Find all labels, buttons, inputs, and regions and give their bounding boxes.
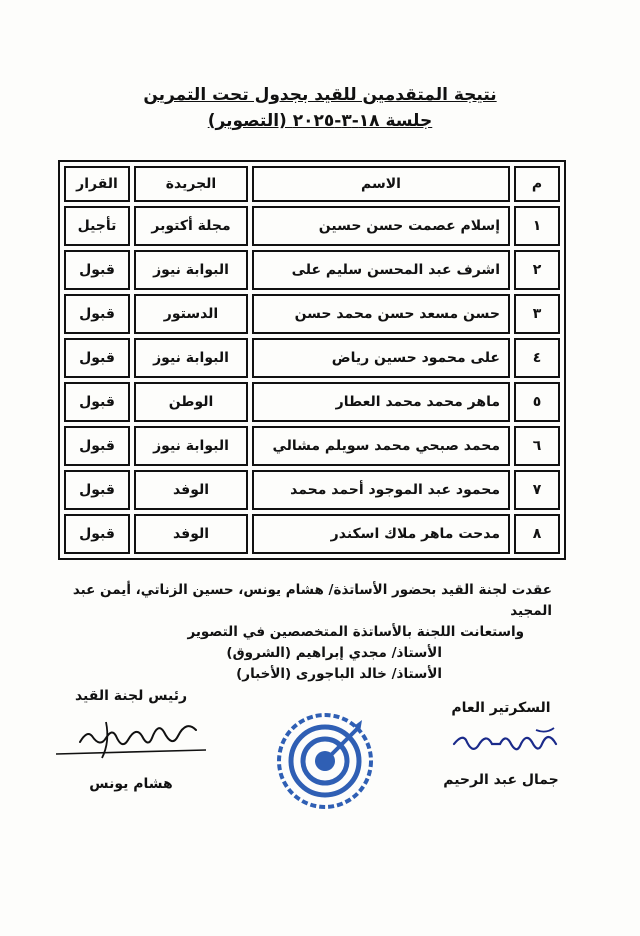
title-line-2: جلسة ١٨-٣-٢٠٢٥ (التصوير) [207, 111, 433, 131]
committee-head-title: رئيس لجنة القيد [74, 688, 188, 704]
header-name: الاسم [252, 166, 510, 202]
row-number: ٢ [514, 250, 560, 290]
row-number: ٥ [514, 382, 560, 422]
notes-line-1: عقدت لجنة القيد بحضور الأساتذة/ هشام يونس، حسين الزناتي، أيمن عبد المجيد [72, 582, 552, 619]
row-decision: قبول [64, 250, 130, 290]
committee-notes [32, 580, 552, 685]
notes-line-3: الأستاذ/ مجدي إبراهيم (الشروق) [226, 645, 442, 661]
row-newspaper: الوفد [134, 470, 248, 510]
row-number: ٨ [514, 514, 560, 554]
header-newspaper: الجريدة [134, 166, 248, 202]
secretary-signature-block [426, 700, 576, 788]
table-row [64, 426, 560, 466]
row-decision: قبول [64, 426, 130, 466]
row-decision: قبول [64, 382, 130, 422]
row-decision: قبول [64, 470, 130, 510]
table-header-row [64, 166, 560, 202]
table-row [64, 514, 560, 554]
row-number: ٦ [514, 426, 560, 466]
row-name: على محمود حسين رياض [252, 338, 510, 378]
table-row [64, 250, 560, 290]
secretary-name: جمال عبد الرحيم [443, 772, 559, 788]
table-row [64, 382, 560, 422]
row-name: محمود عبد الموجود أحمد محمد [252, 470, 510, 510]
row-name: مدحت ماهر ملاك اسكندر [252, 514, 510, 554]
row-newspaper: البوابة نيوز [134, 426, 248, 466]
table-row [64, 294, 560, 334]
row-decision: قبول [64, 294, 130, 334]
row-newspaper: الوطن [134, 382, 248, 422]
header-decision: القرار [64, 166, 130, 202]
row-name: حسن مسعد حسن محمد حسن [252, 294, 510, 334]
row-name: ماهر محمد محمد العطار [252, 382, 510, 422]
table-row [64, 338, 560, 378]
row-decision: قبول [64, 514, 130, 554]
notes-line-2: واستعانت اللجنة بالأساتذة المتخصصين في التصوير [187, 624, 524, 640]
committee-head-name: هشام يونس [89, 776, 173, 792]
row-name: محمد صبحي محمد سويلم مشالي [252, 426, 510, 466]
results-table [58, 160, 566, 560]
row-number: ٧ [514, 470, 560, 510]
row-decision: تأجيل [64, 206, 130, 246]
syndicate-seal-icon [270, 706, 380, 816]
row-number: ٤ [514, 338, 560, 378]
notes-line-4: الأستاذ/ خالد الباجورى (الأخبار) [236, 666, 442, 682]
row-newspaper: الدستور [134, 294, 248, 334]
row-newspaper: البوابة نيوز [134, 338, 248, 378]
row-name: اشرف عبد المحسن سليم على [252, 250, 510, 290]
row-newspaper: الوفد [134, 514, 248, 554]
title-line-1: نتيجة المتقدمين للقيد بجدول تحت التمرين [143, 85, 497, 105]
secretary-title: السكرتير العام [451, 700, 551, 716]
row-number: ١ [514, 206, 560, 246]
header-number: م [514, 166, 560, 202]
row-newspaper: البوابة نيوز [134, 250, 248, 290]
document-title [0, 82, 640, 134]
committee-head-signature-block [46, 688, 216, 792]
committee-head-signature-icon [46, 710, 216, 770]
row-decision: قبول [64, 338, 130, 378]
secretary-signature-icon [436, 722, 566, 766]
row-number: ٣ [514, 294, 560, 334]
table-row [64, 206, 560, 246]
row-newspaper: مجلة أكتوبر [134, 206, 248, 246]
row-name: إسلام عصمت حسن حسين [252, 206, 510, 246]
table-row [64, 470, 560, 510]
